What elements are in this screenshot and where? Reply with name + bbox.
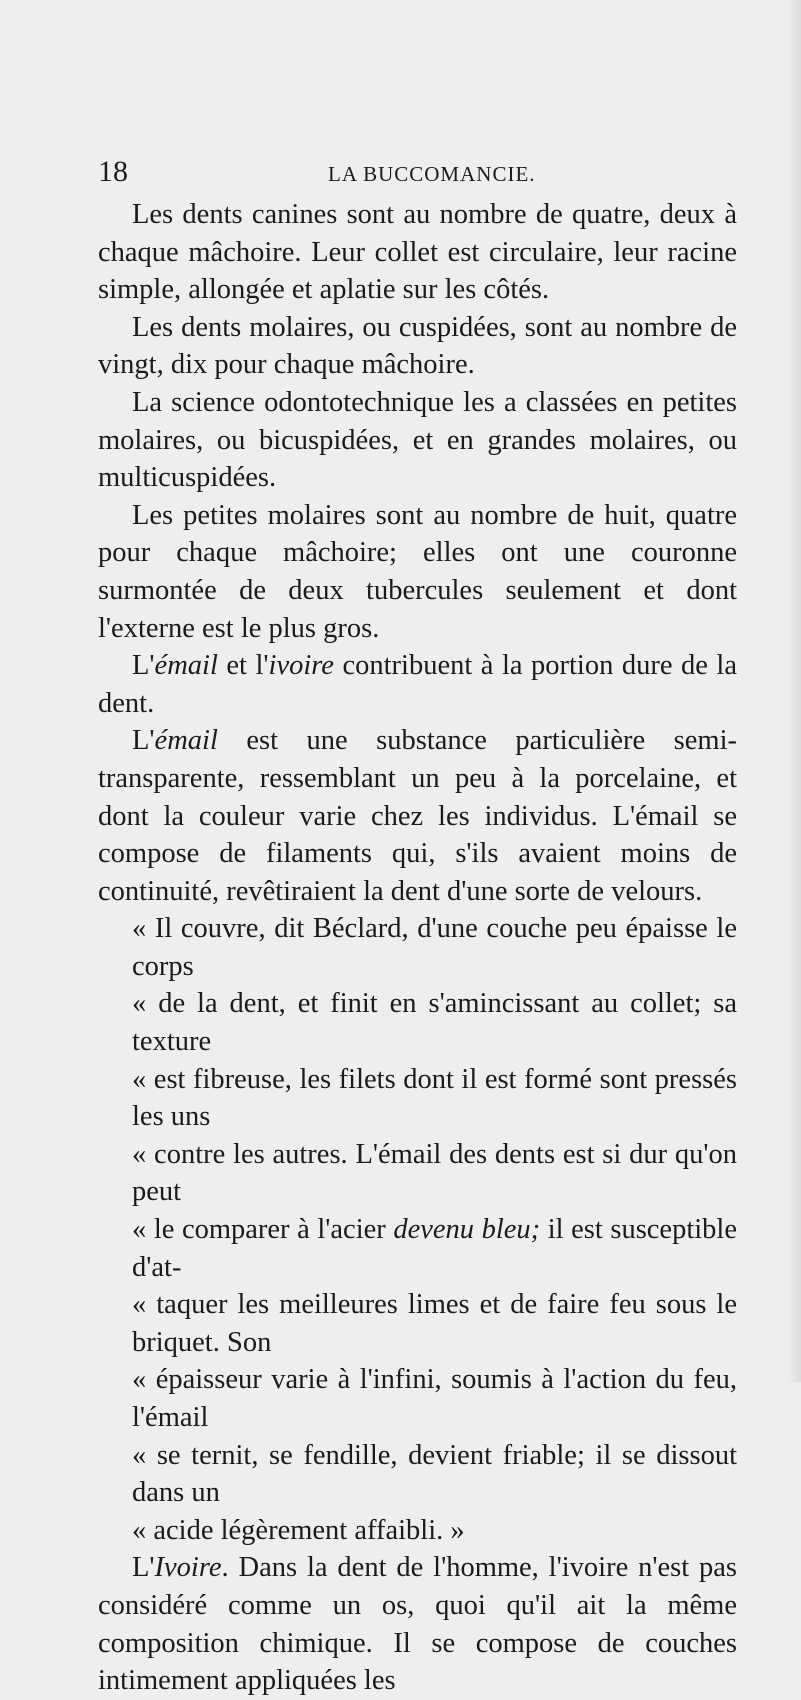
term-devenu-bleu: devenu bleu; [393, 1214, 541, 1246]
quote-line: « contre les autres. L'émail des dents est si dur qu'on peut [132, 1138, 737, 1208]
quote-line: « de la dent, et finit en s'amincissant au collet; sa texture [132, 988, 737, 1058]
paragraph-email-description [98, 722, 737, 910]
term-email: émail [154, 725, 218, 757]
quote-line: « est fibreuse, les filets dont il est formé sont pressés les uns [132, 1063, 737, 1133]
text-span: . Dans la dent de l'homme, l'ivoire n'est pas considéré comme un os, quoi qu'il ait la même composition chimique. Il se compose de couches intimement appliquées les [98, 1552, 737, 1697]
paragraph-petites-molaires: Les petites molaires sont au nombre de huit, quatre pour chaque mâchoire; elles ont une couronne surmontée de deux tubercules seulement et dont l'externe est le plus gros. [98, 499, 737, 644]
quote-line: « acide légèrement affaibli. » [132, 1514, 465, 1546]
paragraph-molaires: Les dents molaires, ou cuspidées, sont au nombre de vingt, dix pour chaque mâchoire. [98, 311, 737, 381]
quote-line [98, 1211, 737, 1286]
paragraph-classification: La science odontotechnique les a classées en petites molaires, ou bicuspidées, et en grandes molaires, ou multicuspidées. [98, 386, 737, 494]
term-ivoire: Ivoire [154, 1552, 222, 1584]
text-span: L' [132, 1552, 155, 1584]
page-edge-shadow [787, 0, 801, 1382]
paragraph-canines: Les dents canines sont au nombre de quatre, deux à chaque mâchoire. Leur collet est circulaire, leur racine simple, allongée et aplatie sur les côtés. [98, 199, 737, 306]
text-span: L' [132, 650, 155, 682]
text-span: il est susceptible d'at- [132, 1214, 737, 1283]
running-title: LA BUCCOMANCIE. [328, 162, 536, 186]
quote-line: « taquer les meilleures limes et de faire feu sous le briquet. Son [132, 1289, 737, 1358]
text-span: est une substance particulière semi-transparente, ressemblant un peu à la porcelaine, et dont la couleur varie chez les individus. L'émail se compose de filaments qui, s'ils avaient moins de continuité, revêtiraient la dent d'une sorte de velours. [98, 725, 737, 907]
quote-line: « épaisseur varie à l'infini, soumis à l'action du feu, l'émail [132, 1364, 737, 1433]
paragraph-email-ivoire [98, 647, 737, 722]
body-text [98, 196, 737, 1700]
text-span: contribuent à la portion dure de la dent. [98, 650, 737, 719]
page-number: 18 [98, 155, 128, 188]
page-header [98, 149, 738, 189]
term-email: émail [154, 650, 218, 682]
text-span: L' [132, 725, 155, 757]
quote-line: « se ternit, se fendille, devient friable; il se dissout dans un [132, 1439, 737, 1509]
text-span: « le comparer à l'acier [132, 1214, 394, 1246]
text-span: et l' [217, 650, 269, 682]
paragraph-ivoire [98, 1549, 737, 1699]
quote-line: « Il couvre, dit Béclard, d'une couche peu épaisse le corps [132, 913, 737, 982]
term-ivoire: ivoire [268, 650, 334, 682]
